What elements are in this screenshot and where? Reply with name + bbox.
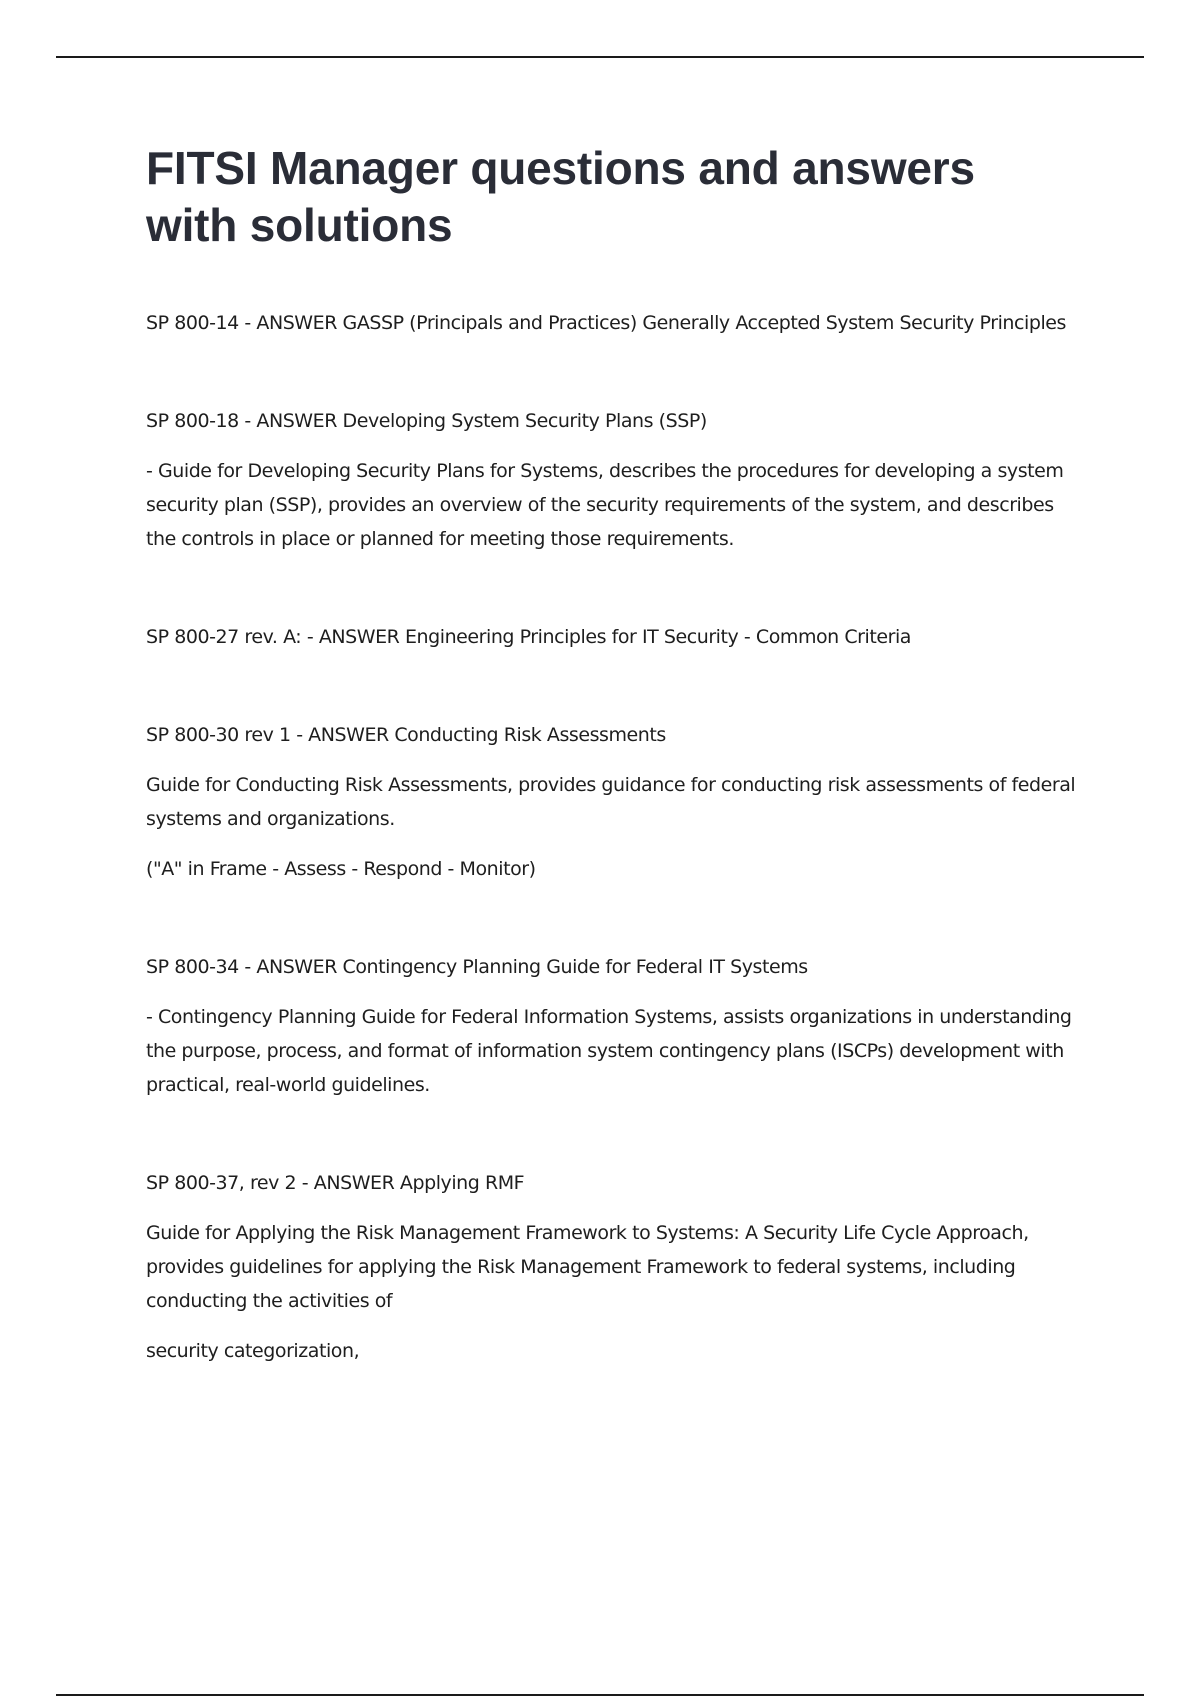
- document-title: FITSI Manager questions and answers with solutions: [146, 142, 975, 251]
- entry-paragraph: security categorization,: [146, 1340, 360, 1362]
- qa-entries: [146, 306, 1076, 1368]
- document-body: [146, 140, 1076, 1432]
- entry-paragraph: ("A" in Frame - Assess - Respond - Monitor): [146, 858, 536, 880]
- qa-entry: [146, 620, 1076, 654]
- entry-paragraph: Guide for Conducting Risk Assessments, provides guidance for conducting risk assessments of federal systems and organizations.: [146, 774, 1076, 830]
- qa-entry: [146, 306, 1076, 340]
- bottom-divider: [56, 1694, 1144, 1696]
- qa-entry: [146, 718, 1076, 886]
- entry-paragraph: Guide for Applying the Risk Management Framework to Systems: A Security Life Cycle Approach, provides guidelines for applying the Risk Management Framework to federal systems, including conducting the activities of: [146, 1222, 1029, 1312]
- qa-entry: [146, 1166, 1076, 1368]
- entry-heading: SP 800-30 rev 1 - ANSWER Conducting Risk Assessments: [146, 724, 666, 746]
- entry-heading: SP 800-34 - ANSWER Contingency Planning Guide for Federal IT Systems: [146, 956, 808, 978]
- top-divider: [56, 56, 1144, 58]
- entry-heading: SP 800-14 - ANSWER GASSP (Principals and Practices) Generally Accepted System Security Principles: [146, 312, 1066, 334]
- qa-entry: [146, 404, 1076, 556]
- qa-entry: [146, 950, 1076, 1102]
- entry-paragraph: - Guide for Developing Security Plans for Systems, describes the procedures for developing a system security plan (SSP), provides an overview of the security requirements of the system, and describes the controls in place or planned for meeting those requirements.: [146, 460, 1064, 550]
- entry-heading: SP 800-27 rev. A: - ANSWER Engineering Principles for IT Security - Common Criteria: [146, 626, 911, 648]
- entry-heading: SP 800-37, rev 2 - ANSWER Applying RMF: [146, 1172, 525, 1194]
- entry-heading: SP 800-18 - ANSWER Developing System Security Plans (SSP): [146, 410, 707, 432]
- entry-paragraph: - Contingency Planning Guide for Federal Information Systems, assists organizations in understanding the purpose, process, and format of information system contingency plans (ISCPs) development with practical, real-world guidelines.: [146, 1006, 1072, 1096]
